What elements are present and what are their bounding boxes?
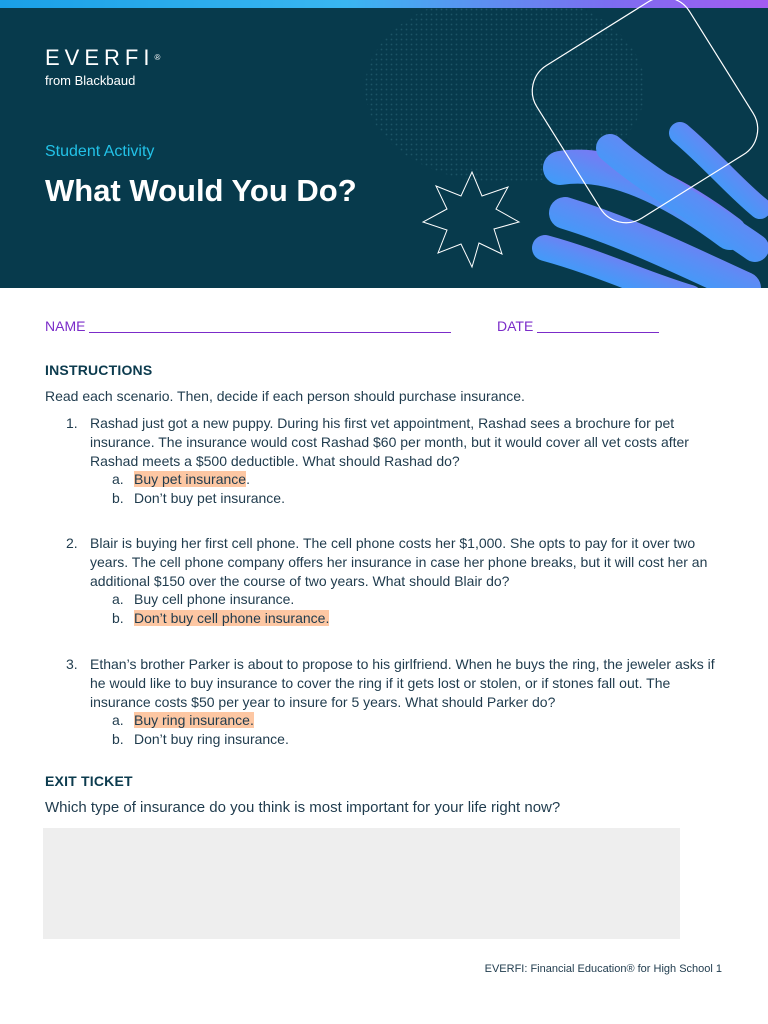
option-text-highlighted: Don’t buy cell phone insurance. [134,610,330,627]
logo-tagline: from Blackbaud [45,73,136,88]
page-title: What Would You Do? [45,173,357,208]
option-text-highlighted: Buy ring insurance. [134,712,254,729]
option-letter: a. [112,712,124,729]
question-number: 1. [66,415,78,431]
logo-reg-mark: ® [154,53,161,62]
exit-ticket-answer-box[interactable] [43,828,680,939]
option-letter: b. [112,731,124,748]
option-a [112,711,716,730]
question-number: 2. [66,535,78,551]
option-text: Don’t buy ring insurance. [134,731,289,748]
eyebrow-label: Student Activity [45,143,155,160]
question-3 [66,655,716,749]
exit-ticket-heading: EXIT TICKET [45,773,133,789]
gradient-top-bar [0,0,768,8]
header-banner [0,8,768,288]
question-2 [66,534,716,628]
option-letter: b. [112,610,124,627]
option-letter: a. [112,471,124,488]
option-trailing-period: . [246,471,250,488]
date-line[interactable] [537,332,659,333]
footer-text: EVERFI: Financial Education® for High School 1 [484,963,722,975]
question-text: Blair is buying her first cell phone. The cell phone costs her $1,000. She opts to pay for it over two years. The cell phone company offers her insurance in case her phone breaks, but it will cost her an additional $150 over the course of two years. What should Blair do? [90,535,708,589]
name-label: NAME [45,318,86,334]
question-1 [66,414,716,508]
logo-wordmark: EVERFI [45,45,155,70]
option-text-highlighted: Buy pet insurance [134,471,247,488]
option-letter: b. [112,490,124,507]
question-text: Ethan’s brother Parker is about to propose to his girlfriend. When he buys the ring, the jeweler asks if he would like to buy insurance to cover the ring if it gets lost or stolen, or if stones fall out. The insurance costs $50 per year to insure for 5 years. What should Parker do? [90,656,715,710]
everfi-logo [45,46,160,88]
option-text: Don’t buy pet insurance. [134,490,285,507]
name-field[interactable] [45,318,451,334]
name-line[interactable] [89,332,451,333]
date-field[interactable] [497,318,659,334]
option-a [112,470,716,489]
instructions-intro: Read each scenario. Then, decide if each person should purchase insurance. [45,388,525,404]
date-label: DATE [497,318,534,334]
option-b [112,489,716,508]
brush-strokes [545,133,760,288]
option-b [112,609,716,628]
option-a [112,590,716,609]
instructions-heading: INSTRUCTIONS [45,362,153,378]
option-text: Buy cell phone insurance. [134,591,295,608]
option-letter: a. [112,591,124,608]
exit-ticket-prompt: Which type of insurance do you think is most important for your life right now? [45,799,561,816]
option-b [112,730,716,749]
question-number: 3. [66,656,78,672]
question-text: Rashad just got a new puppy. During his first vet appointment, Rashad sees a brochure for pet insurance. The insurance would cost Rashad $60 per month, but it would cover all vet costs after Rashad meets a $500 deductible. What should Rashad do? [90,415,689,469]
